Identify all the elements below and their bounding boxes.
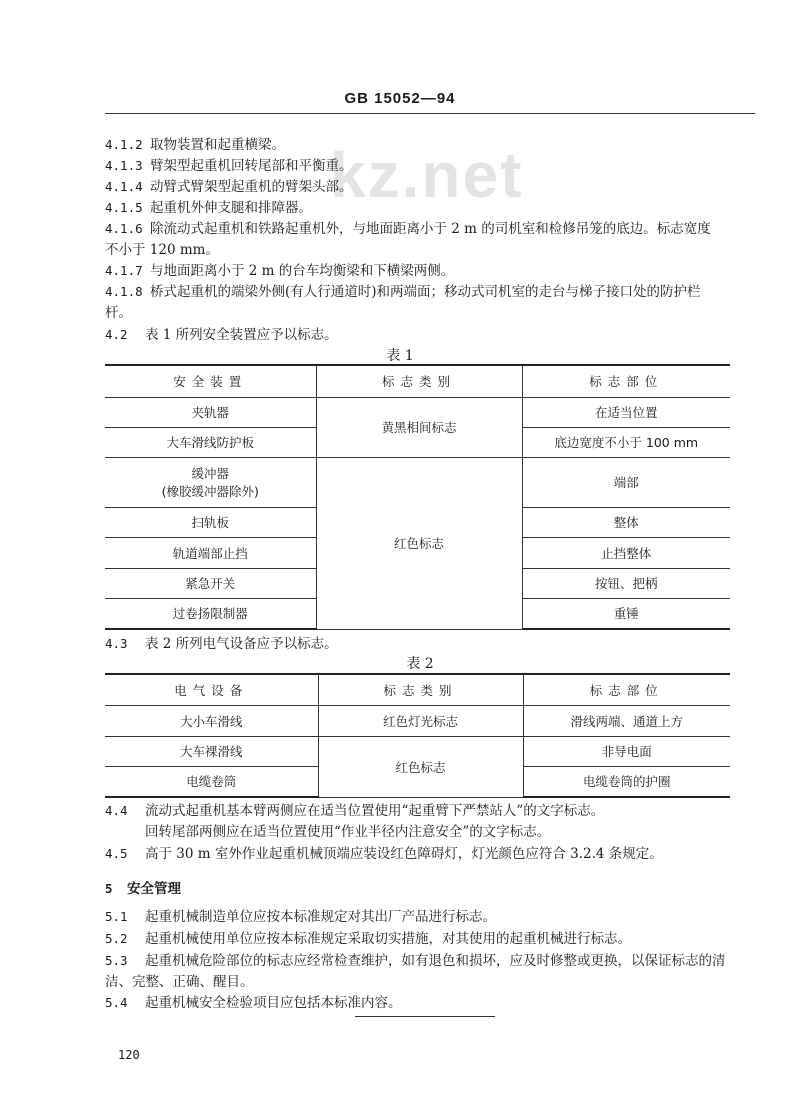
- clause-4-1-4: 4.1.4 动臂式臂架型起重机的臂架头部。: [105, 179, 353, 195]
- clause-4-4-continued: 回转尾部两侧应在适当位置使用“作业半径内注意安全”的文字标志。: [145, 824, 551, 840]
- table2: [105, 673, 730, 798]
- table1-device-line2: (橡胶缓冲器除外): [161, 484, 259, 499]
- clause-5-3-continued: 洁、完整、正确、醒目。: [105, 974, 254, 990]
- table1-category-yellow-black: 黄黑相间标志: [316, 397, 522, 457]
- table1-location: 止挡整体: [522, 537, 730, 568]
- table2-header-location: 标志部位: [523, 674, 730, 705]
- table2-location: 滑线两端、通道上方: [523, 705, 730, 736]
- table2-header-device: 电气设备: [105, 674, 318, 705]
- clause-4-1-5: 4.1.5 起重机外伸支腿和排障器。: [105, 200, 312, 216]
- table-row: [105, 397, 730, 427]
- end-rule: [355, 1016, 495, 1017]
- watermark-text: kz.net: [330, 139, 524, 211]
- table1-location: 重锤: [522, 598, 730, 629]
- clause-4-1-2: 4.1.2 取物装置和起重横梁。: [105, 137, 285, 153]
- table1-device: 扫轨板: [105, 507, 316, 537]
- table1-device: 紧急开关: [105, 568, 316, 598]
- table1-location: 整体: [522, 507, 730, 537]
- clause-4-1-6: 4.1.6 除流动式起重机和铁路起重机外，与地面距离小于 2 m 的司机室和检修吊笼的底边。标志宽度: [105, 221, 711, 237]
- table1-location: 端部: [522, 457, 730, 507]
- table2-header-row: [105, 674, 730, 705]
- clause-4-1-8-continued: 杆。: [105, 305, 132, 321]
- table-row: [105, 457, 730, 507]
- clause-4-2: 4.2 表 1 所列安全装置应予以标志。: [105, 327, 338, 343]
- clause-4-1-6-continued: 不小于 120 mm。: [105, 242, 219, 258]
- table1-device: 夹轨器: [105, 397, 316, 427]
- table1-device: 轨道端部止挡: [105, 537, 316, 568]
- table1-category-red: 红色标志: [316, 457, 522, 629]
- table2-header-category: 标志类别: [318, 674, 523, 705]
- page-number: 120: [118, 1048, 140, 1062]
- clause-5-1: 5.1 起重机械制造单位应按本标准规定对其出厂产品进行标志。: [105, 909, 496, 925]
- table1-header-category: 标志类别: [316, 365, 522, 397]
- table1-location: 在适当位置: [522, 397, 730, 427]
- table1-device-line1: 缓冲器: [191, 466, 229, 481]
- clause-5-3: 5.3 起重机械危险部位的标志应经常检查维护，如有退色和损坏，应及时修整或更换，以保证标志的清: [105, 953, 726, 969]
- table2-category: 红色灯光标志: [318, 705, 523, 736]
- table-row: [105, 736, 730, 766]
- standard-code: GB 15052—94: [344, 90, 456, 107]
- table2-caption: 表 2: [406, 656, 434, 672]
- clause-4-5: 4.5 高于 30 m 室外作业起重机械顶端应装设红色障碍灯，灯光颜色应符合 3.2.4 条规定。: [105, 846, 663, 862]
- clause-4-3: 4.3 表 2 所列电气设备应予以标志。: [105, 636, 338, 652]
- clause-5-2: 5.2 起重机械使用单位应按本标准规定采取切实措施，对其使用的起重机械进行标志。: [105, 931, 631, 947]
- table1-device: [105, 457, 316, 507]
- table1-device: 大车滑线防护板: [105, 427, 316, 457]
- table1-location: 底边宽度不小于 100 mm: [522, 427, 730, 457]
- table2-location: 电缆卷筒的护圈: [523, 766, 730, 797]
- table2-device: 大小车滑线: [105, 705, 318, 736]
- table2-device: 大车裸滑线: [105, 736, 318, 766]
- table2-location: 非导电面: [523, 736, 730, 766]
- table1: [105, 364, 730, 630]
- clause-4-4: 4.4 流动式起重机基本臂两侧应在适当位置使用“起重臂下严禁站人”的文字标志。: [105, 803, 605, 819]
- clause-4-1-3: 4.1.3 臂架型起重机回转尾部和平衡重。: [105, 158, 353, 174]
- table1-header-device: 安全装置: [105, 365, 316, 397]
- table1-header-row: [105, 365, 730, 397]
- table2-device: 电缆卷筒: [105, 766, 318, 797]
- clause-4-1-8: 4.1.8 桥式起重机的端梁外侧(有人行通道时)和两端面；移动式司机室的走台与梯子接口处的防护栏: [105, 284, 701, 300]
- table1-caption: 表 1: [386, 348, 414, 364]
- table1-header-location: 标志部位: [522, 365, 730, 397]
- table-row: [105, 705, 730, 736]
- clause-5-4: 5.4 起重机械安全检验项目应包括本标准内容。: [105, 995, 402, 1011]
- header-rule: [105, 113, 755, 114]
- table1-device: 过卷扬限制器: [105, 598, 316, 629]
- section-5-title: 5 安全管理: [105, 881, 181, 897]
- table1-location: 按钮、把柄: [522, 568, 730, 598]
- table2-category-red: 红色标志: [318, 736, 523, 797]
- clause-4-1-7: 4.1.7 与地面距离小于 2 m 的台车均衡梁和下横梁两侧。: [105, 263, 455, 279]
